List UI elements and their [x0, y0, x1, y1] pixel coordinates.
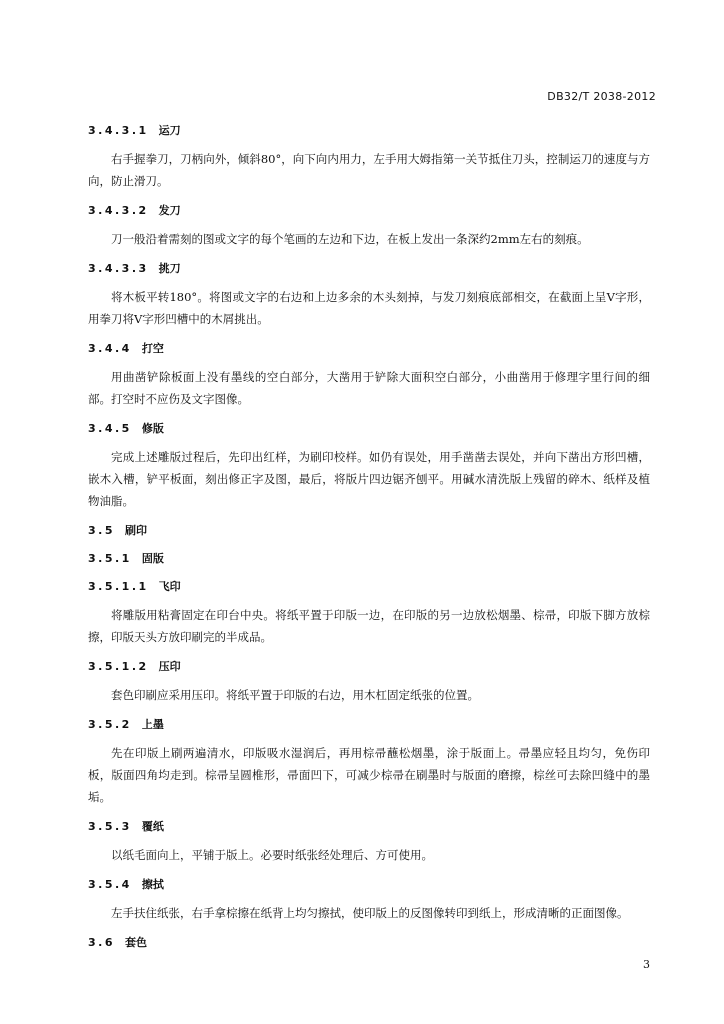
section-title: 固版: [141, 552, 164, 565]
section-number: 3.4.3.3: [88, 262, 149, 275]
section-number: 3.4.3.2: [88, 204, 149, 217]
section-number: 3.5.1: [88, 552, 132, 565]
section-number: 3.5: [88, 524, 115, 537]
paragraph: 完成上述雕版过程后，先印出红样，为刷印校样。如仍有误处，用手凿凿去误处，并向下凿出方形凹槽，嵌木入槽，铲平板面，刻出修正字及图，最后，将版片四边锯齐刨平。用碱水清洗版上残留的碎木、纸样及植物油脂。: [88, 450, 650, 508]
section-title: 修版: [141, 422, 164, 435]
section-number: 3.5.1.2: [88, 660, 149, 673]
page-number: 3: [643, 958, 650, 971]
section-number: 3.4.5: [88, 422, 132, 435]
paragraph: 以纸毛面向上，平铺于版上。必要时纸张经处理后、方可使用。: [111, 848, 433, 862]
section-number: 3.4.3.1: [88, 124, 149, 137]
section-heading: [88, 420, 650, 438]
section-title: 挑刀: [158, 262, 181, 275]
section-heading: [88, 260, 650, 278]
section-number: 3.5.3: [88, 820, 132, 833]
document-code: DB32/T 2038-2012: [547, 90, 656, 103]
section-heading: [88, 550, 650, 568]
section-title: 套色: [125, 936, 147, 949]
section-title: 压印: [158, 660, 181, 673]
section-heading: [88, 522, 650, 540]
section-heading: [88, 818, 650, 836]
paragraph: 将雕版用粘膏固定在印台中央。将纸平置于印版一边，在印版的另一边放松烟墨、棕帚，印版下脚方放棕擦，印版天头方放印刷完的半成品。: [88, 608, 650, 644]
section-title: 打空: [141, 342, 164, 355]
section-title: 发刀: [158, 204, 181, 217]
document-body: [88, 112, 650, 960]
section-title: 刷印: [125, 524, 147, 537]
paragraph: 套色印刷应采用压印。将纸平置于印版的右边，用木杠固定纸张的位置。: [111, 688, 479, 702]
section-title: 覆纸: [141, 820, 164, 833]
section-number: 3.5.1.1: [88, 580, 149, 593]
paragraph: 将木板平转180°。将图或文字的右边和上边多余的木头刻掉，与发刀刻痕底部相交，在截面上呈V字形，用拳刀将V字形凹槽中的木屑挑出。: [88, 290, 650, 326]
paragraph: 右手握拳刀，刀柄向外，倾斜80°，向下向内用力，左手用大姆指第一关节抵住刀头，控制运刀的速度与方向，防止滑刀。: [88, 152, 650, 188]
section-number: 3.4.4: [88, 342, 132, 355]
section-number: 3.5.4: [88, 878, 132, 891]
section-title: 擦拭: [141, 878, 164, 891]
paragraph: 用曲凿铲除板面上没有墨线的空白部分，大凿用于铲除大面积空白部分，小曲凿用于修理字里行间的细部。打空时不应伤及文字图像。: [88, 370, 650, 406]
paragraph: 左手扶住纸张，右手拿棕擦在纸背上均匀擦拭，使印版上的反图像转印到纸上，形成清晰的正面图像。: [111, 906, 629, 920]
section-heading: [88, 876, 650, 894]
section-heading: [88, 658, 650, 676]
section-heading: [88, 578, 650, 596]
section-heading: [88, 122, 650, 140]
section-heading: [88, 202, 650, 220]
section-heading: [88, 716, 650, 734]
section-number: 3.6: [88, 936, 115, 949]
section-title: 飞印: [158, 580, 181, 593]
section-number: 3.5.2: [88, 718, 132, 731]
paragraph: 刀一般沿着需刻的图或文字的每个笔画的左边和下边，在板上发出一条深约2mm左右的刻痕。: [111, 232, 589, 246]
section-title: 上墨: [141, 718, 164, 731]
section-title: 运刀: [158, 124, 181, 137]
paragraph: 先在印版上刷两遍清水，印版吸水湿润后，再用棕帚蘸松烟墨，涂于版面上。帚墨应轻且均匀，免伤印板，版面四角均走到。棕帚呈圆椎形，帚面凹下，可减少棕帚在刷墨时与版面的磨擦，棕丝可去除凹缝中的墨垢。: [88, 746, 650, 804]
section-heading: [88, 934, 650, 952]
section-heading: [88, 340, 650, 358]
